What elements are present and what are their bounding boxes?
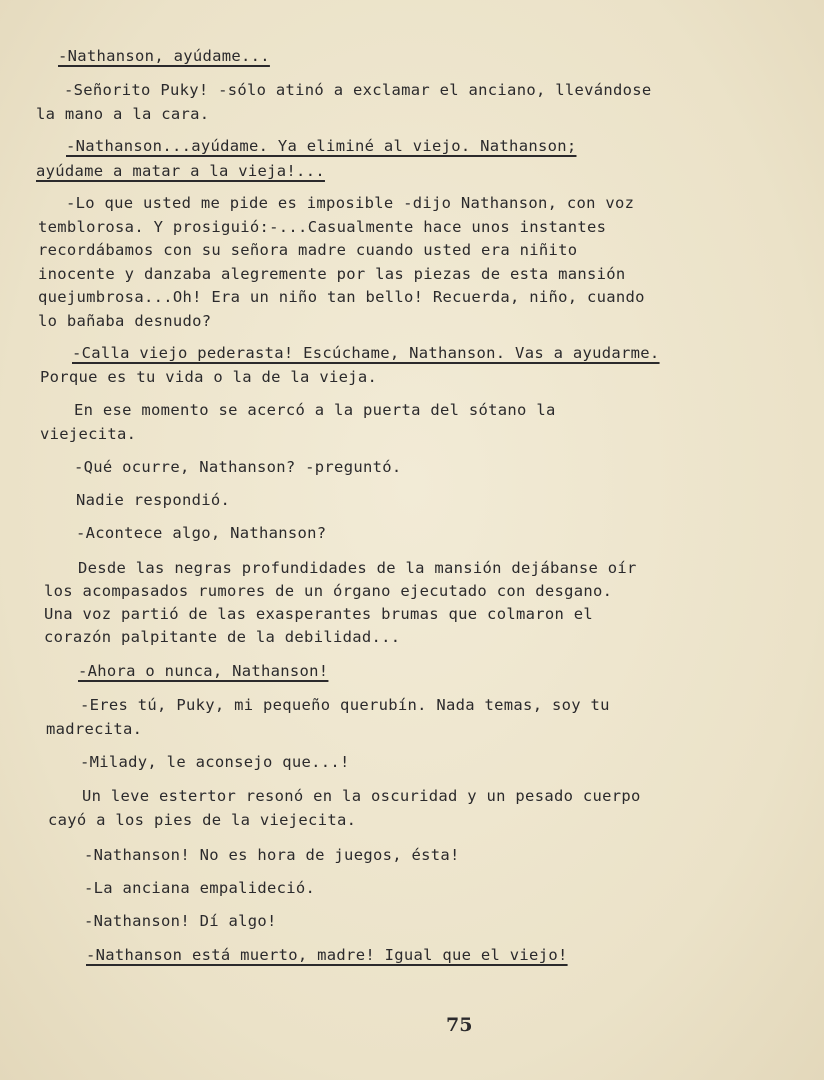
text-line: los acompasados rumores de un órgano ejecutado con desgano. — [44, 582, 613, 600]
text-line: -Eres tú, Puky, mi pequeño querubín. Nada temas, soy tu — [80, 696, 610, 714]
text-line: -Qué ocurre, Nathanson? -preguntó. — [74, 458, 402, 476]
text-line: -Nathanson! No es hora de juegos, ésta! — [84, 846, 460, 864]
text-line: -Milady, le aconsejo que...! — [80, 753, 350, 771]
text-line: inocente y danzaba alegremente por las piezas de esta mansión — [38, 265, 626, 283]
text-line: -Nathanson! Dí algo! — [84, 912, 277, 930]
page-number: 75 — [446, 1014, 473, 1036]
text-line: corazón palpitante de la debilidad... — [44, 628, 401, 646]
text-line: Desde las negras profundidades de la mansión dejábanse oír — [78, 559, 637, 577]
text-line: cayó a los pies de la viejecita. — [48, 811, 357, 829]
text-line: -Nathanson...ayúdame. Ya eliminé al viejo. Nathanson; — [66, 137, 577, 155]
text-line: -Nathanson está muerto, madre! Igual que el viejo! — [86, 946, 568, 964]
text-line: Nadie respondió. — [76, 491, 231, 509]
text-line: -Calla viejo pederasta! Escúchame, Nathanson. Vas a ayudarme. — [72, 344, 660, 362]
text-line: Porque es tu vida o la de la vieja. — [40, 368, 378, 386]
text-line: recordábamos con su señora madre cuando usted era niñito — [38, 241, 578, 259]
text-line: viejecita. — [40, 425, 137, 443]
text-line: madrecita. — [46, 720, 143, 738]
text-line: ayúdame a matar a la vieja!... — [36, 162, 325, 180]
text-line: Un leve estertor resonó en la oscuridad y un pesado cuerpo — [82, 787, 641, 805]
text-line: En ese momento se acercó a la puerta del sótano la — [74, 401, 556, 419]
text-line: -Señorito Puky! -sólo atinó a exclamar el anciano, llevándose — [64, 81, 652, 99]
text-line: -Acontece algo, Nathanson? — [76, 524, 327, 542]
text-line: -Lo que usted me pide es imposible -dijo Nathanson, con voz — [66, 194, 635, 212]
text-line: -Ahora o nunca, Nathanson! — [78, 662, 329, 680]
text-line: -La anciana empalideció. — [84, 879, 316, 897]
text-line: temblorosa. Y prosiguió:-...Casualmente hace unos instantes — [38, 218, 607, 236]
text-line: lo bañaba desnudo? — [38, 312, 212, 330]
text-line: Una voz partió de las exasperantes brumas que colmaron el — [44, 605, 594, 623]
text-line: -Nathanson, ayúdame... — [58, 47, 270, 65]
text-line: quejumbrosa...Oh! Era un niño tan bello! Recuerda, niño, cuando — [38, 288, 645, 306]
text-line: la mano a la cara. — [36, 105, 210, 123]
